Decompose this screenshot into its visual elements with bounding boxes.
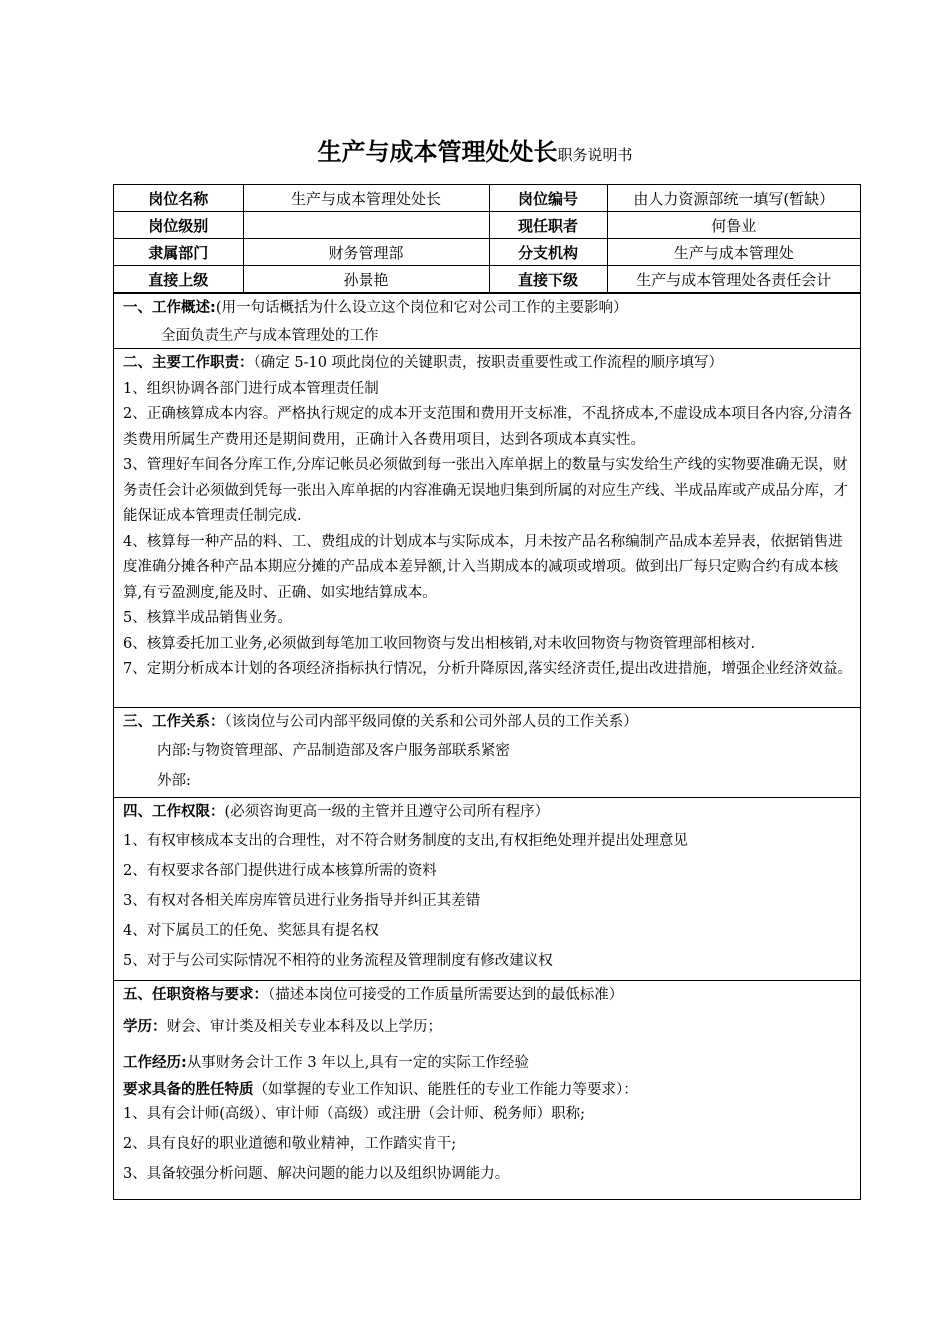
competency-label: 要求具备的胜任特质 [123,1081,254,1098]
overview-note: (用一句话概括为什么设立这个岗位和它对公司工作的主要影响） [215,300,628,316]
responsibility-item: 5、核算半成品销售业务。 [123,610,292,626]
responsibility-item: 2、正确核算成本内容。严格执行规定的成本开支范围和费用开支标准，不乱挤成本,不虚设成本项目各内容,分清各类费用所属生产费用还是期间费用，正确计入各费用项目，达到各项成本真实性。 [123,406,852,448]
value-position-code: 由人力资源部统一填写(暂缺） [607,185,860,212]
responsibilities-heading: 二、主要工作职责： [123,355,254,371]
title-main: 生产与成本管理处处长 [317,138,558,166]
relations-heading: 三、工作关系： [123,714,225,730]
value-position-level [243,212,489,239]
overview-heading: 一、工作概述: [123,300,216,316]
value-current-holder: 何鲁业 [607,212,860,239]
label-position-level: 岗位级别 [114,212,243,239]
authority-item: 5、对于与公司实际情况不相符的业务流程及管理制度有修改建议权 [123,952,553,969]
education-label: 学历： [123,1018,167,1035]
info-row [114,212,860,239]
value-direct-subordinate: 生产与成本管理处各责任会计 [607,266,860,293]
relations-external: 外部: [157,772,191,789]
education-line [123,1009,852,1045]
basic-info-table [114,185,860,293]
experience-line [123,1045,852,1081]
label-current-holder: 现任职者 [489,212,607,239]
title-sub: 职务说明书 [557,146,633,164]
authority-item: 1、有权审核成本支出的合理性，对不符合财务制度的支出,有权拒绝处理并提出处理意见 [123,832,688,849]
relations-internal: 内部:与物资管理部、产品制造部及客户服务部联系紧密 [157,742,510,759]
competency-note: （如掌握的专业工作知识、能胜任的专业工作能力等要求）： [253,1081,638,1098]
info-row [114,239,860,266]
responsibility-item: 6、核算委托加工业务,必须做到每笔加工收回物资与发出相核销,对未收回物资与物资管理部相核对. [123,635,756,652]
label-department: 隶属部门 [114,239,243,266]
label-direct-superior: 直接上级 [114,266,243,293]
qualification-item: 1、具有会计师(高级）、审计师（高级）或注册（会计师、税务师）职称; [123,1105,586,1122]
qualifications-note: （描述本岗位可接受的工作质量所需要达到的最低标准） [268,987,624,1003]
label-branch: 分支机构 [489,239,607,266]
value-department: 财务管理部 [243,239,489,266]
section-authority [114,797,860,980]
responsibility-item: 4、核算每一种产品的料、工、费组成的计划成本与实际成本，月未按产品名称编制产品成本差异表，依据销售进度准确分摊各种产品本期应分摊的产品成本差异额,计入当期成本的减项或增项。做到出厂每只定购合约有成本核算,有亏盈测度,能及时、正确、如实地结算成本。 [123,533,843,601]
section-relations [114,707,860,797]
authority-item: 4、对下属员工的任免、奖惩具有提名权 [123,922,379,939]
responsibility-item: 1、组织协调各部门进行成本管理责任制 [123,380,379,397]
responsibilities-note: （确定 5-10 项此岗位的关键职责，按职责重要性或工作流程的顺序填写） [253,355,724,371]
qualification-item: 3、具备较强分析问题、解决问题的能力以及组织协调能力。 [123,1165,510,1182]
value-branch: 生产与成本管理处 [607,239,860,266]
relations-note: （该岗位与公司内部平级同僚的关系和公司外部人员的工作关系） [224,714,638,730]
authority-item: 3、有权对各相关库房库管员进行业务指导并纠正其差错 [123,892,481,909]
section-qualifications [114,980,860,1199]
job-description-form [113,184,861,1200]
experience-label: 工作经历: [123,1054,187,1071]
label-position-name: 岗位名称 [114,185,243,212]
authority-heading: 四、工作权限： [123,804,225,820]
qualifications-heading: 五、任职资格与要求： [123,987,268,1003]
responsibility-item: 3、管理好车间各分库工作,分库记帐员必须做到每一张出入库单据上的数量与实发给生产线的实物要准确无误，财务责任会计必须做到凭每一张出入库单据的内容准确无误地归集到所属的对应生产线、半成品库或产成品分库，才能保证成本管理责任制完成. [123,457,848,524]
authority-item: 2、有权要求各部门提供进行成本核算所需的资料 [123,862,437,879]
authority-note: (必须咨询更高一级的主管并且遵守公司所有程序） [224,804,550,820]
document-title [0,132,950,167]
info-row [114,266,860,293]
info-row [114,185,860,212]
education-value: 财会、审计类及相关专业本科及以上学历； [166,1018,442,1035]
label-direct-subordinate: 直接下级 [489,266,607,293]
overview-content: 全面负责生产与成本管理处的工作 [161,327,379,344]
section-overview [114,293,860,348]
value-direct-superior: 孙景艳 [243,266,489,293]
section-responsibilities [114,348,860,707]
responsibility-item: 7、定期分析成本计划的各项经济指标执行情况，分析升降原因,落实经济责任,提出改进措施，增强企业经济效益。 [123,661,852,677]
value-position-name: 生产与成本管理处处长 [243,185,489,212]
label-position-code: 岗位编号 [489,185,607,212]
competency-line [123,1081,852,1099]
qualification-item: 2、具有良好的职业道德和敬业精神，工作踏实肯干; [123,1135,457,1152]
experience-value: 从事财务会计工作 3 年以上,具有一定的实际工作经验 [186,1054,529,1071]
